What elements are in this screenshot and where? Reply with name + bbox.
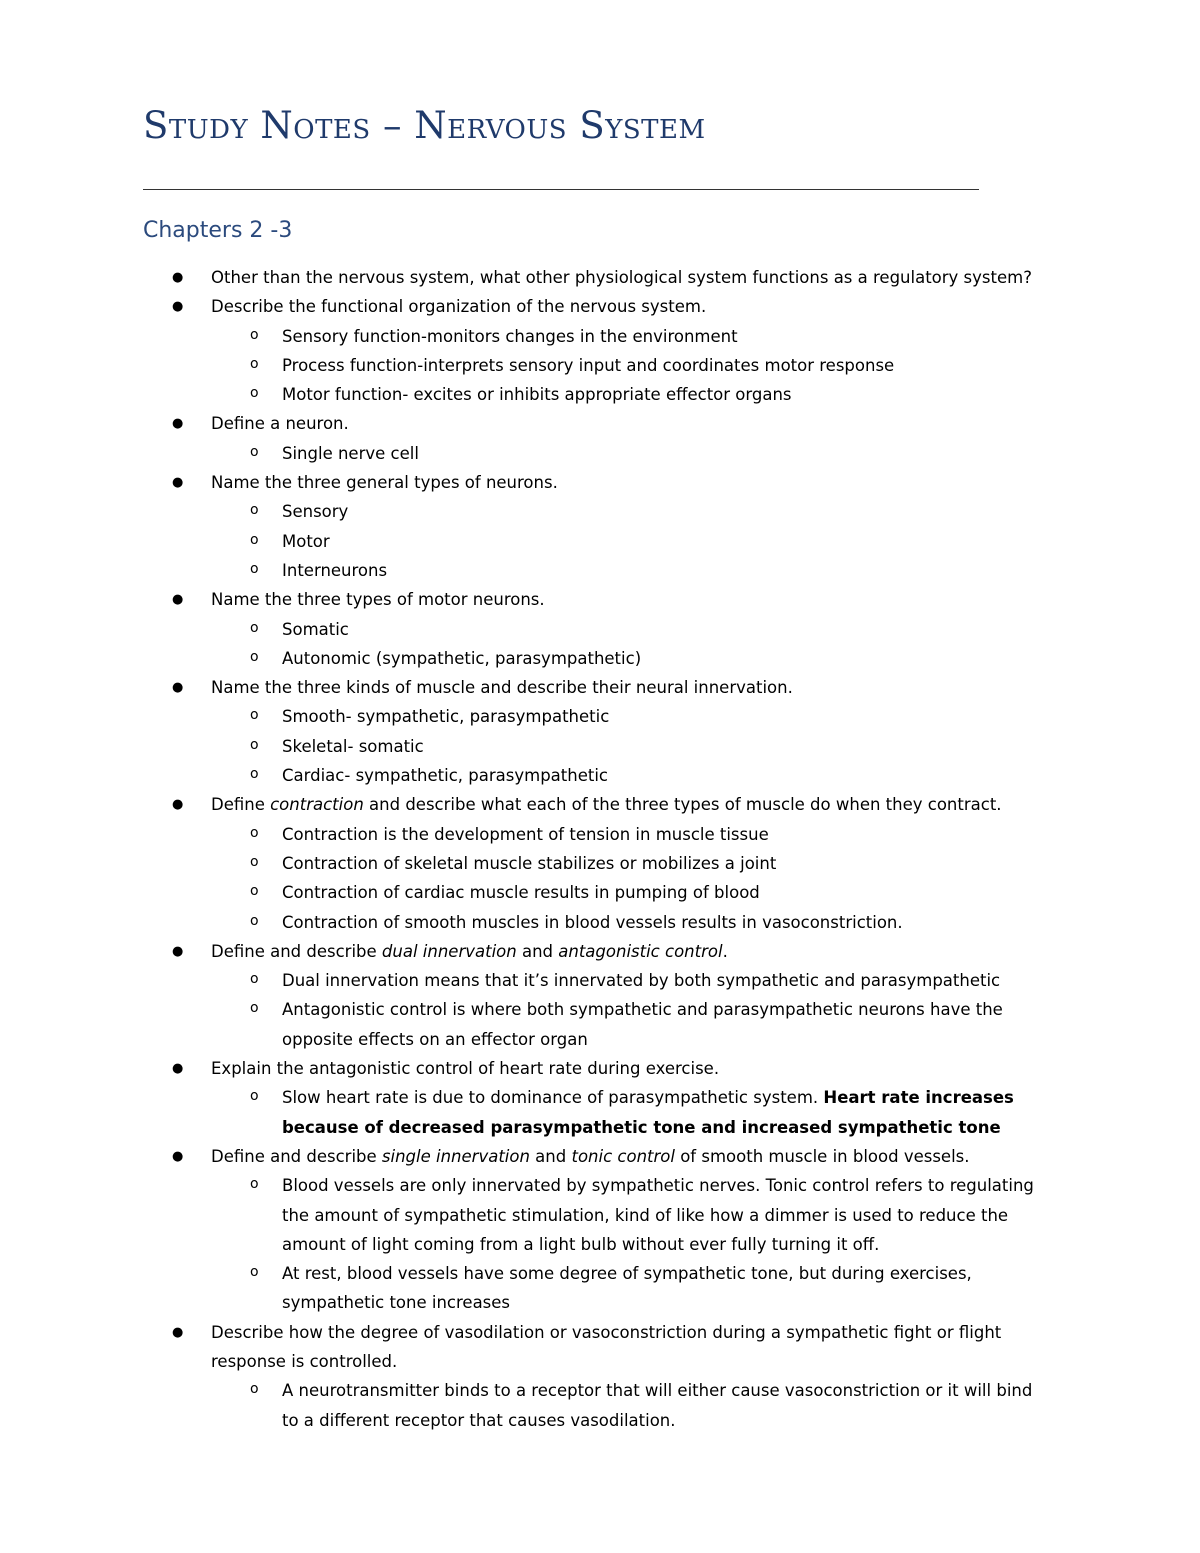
sub-bullet-icon: o [250,326,259,343]
question-item [0,937,1200,966]
question-item [0,292,1200,321]
emphasized-term: single innervation [381,1146,530,1166]
sub-bullet-icon: o [250,883,259,900]
question-outline [0,263,1200,1435]
emphasized-term: contraction [270,795,364,815]
title-divider [143,189,979,190]
answer-item [0,1376,1200,1435]
answer-text: Process function-interprets sensory input and coordinates motor response [282,355,895,375]
answer-item [0,322,1200,351]
bullet-icon: ● [172,299,184,315]
emphasized-term: dual innervation [381,941,517,961]
text-segment: Define [211,795,271,815]
answer-text: Skeletal- somatic [282,736,424,756]
sub-bullet-icon: o [250,912,259,929]
answer-item [0,497,1200,526]
answer-item [0,761,1200,790]
answer-text: Smooth- sympathetic, parasympathetic [282,707,610,727]
answer-item [0,849,1200,878]
bold-text: Heart rate increases because of decreased parasympathetic tone and increased sympathetic tone [282,1088,1014,1137]
sub-bullet-icon: o [250,736,259,753]
answer-text: Contraction of smooth muscles in blood vessels results in vasoconstriction. [282,912,903,932]
answer-item [0,995,1200,1054]
text-segment: and [516,941,559,961]
bullet-icon: ● [172,680,184,696]
sub-bullet-icon: o [250,1088,259,1105]
answer-text: Autonomic (sympathetic, parasympathetic) [282,648,642,668]
text-segment: Define and describe [211,941,382,961]
sub-bullet-icon: o [250,385,259,402]
sub-bullet-icon: o [250,619,259,636]
sub-bullet-icon: o [250,648,259,665]
answer-item [0,1083,1200,1142]
answer-item [0,439,1200,468]
question-text [211,942,728,961]
sub-bullet-icon: o [250,502,259,519]
question-text: Explain the antagonistic control of heart rate during exercise. [211,1059,720,1079]
answer-text: Cardiac- sympathetic, parasympathetic [282,766,608,786]
emphasized-term: antagonistic control [558,941,723,961]
sub-bullet-icon: o [250,1000,259,1017]
answer-text: Dual innervation means that it’s innervated by both sympathetic and parasympathetic [282,971,1001,991]
question-item [0,1142,1200,1171]
answer-item [0,1259,1200,1318]
answer-text: Contraction is the development of tension in muscle tissue [282,824,769,844]
answer-item [0,615,1200,644]
answer-item [0,732,1200,761]
question-item [0,790,1200,819]
answer-item [0,702,1200,731]
sub-bullet-icon: o [250,824,259,841]
question-text: Describe the functional organization of the nervous system. [211,297,707,317]
answer-item [0,527,1200,556]
answer-text: Blood vessels are only innervated by sympathetic nerves. Tonic control refers to regulating the amount of sympathetic stimulation, kind of like how a dimmer is used to reduce the amount of light coming from a light bulb without ever fully turning it off. [282,1176,1034,1254]
question-item [0,585,1200,614]
answer-item [0,556,1200,585]
question-text: Define a neuron. [211,414,349,434]
sub-bullet-icon: o [250,1381,259,1398]
text-segment: of smooth muscle in blood vessels. [674,1146,970,1166]
answer-text: Somatic [282,619,349,639]
sub-bullet-icon: o [250,707,259,724]
answer-item [0,644,1200,673]
question-item [0,409,1200,438]
bullet-icon: ● [172,1061,184,1077]
sub-bullet-icon: o [250,971,259,988]
answer-text: Motor function- excites or inhibits appropriate effector organs [282,385,792,405]
answer-item [0,351,1200,380]
emphasized-term: tonic control [571,1146,675,1166]
answer-text: Contraction of skeletal muscle stabilizes or mobilizes a joint [282,853,777,873]
page-title: Study Notes – Nervous System [143,104,706,147]
bullet-icon: ● [172,1324,184,1340]
question-text: Describe how the degree of vasodilation or vasoconstriction during a sympathetic fight or flight response is controlled. [211,1322,1002,1371]
sub-bullet-icon: o [250,766,259,783]
bullet-icon: ● [172,1148,184,1164]
question-text [211,795,1002,814]
answer-text: Contraction of cardiac muscle results in pumping of blood [282,883,760,903]
answer-text: Antagonistic control is where both sympathetic and parasympathetic neurons have the opposite effects on an effector organ [282,1000,1003,1049]
answer-text: Single nerve cell [282,443,419,463]
answer-text: A neurotransmitter binds to a receptor that will either cause vasoconstriction or it will bind to a different receptor that causes vasodilation. [282,1381,1033,1430]
answer-text [282,1088,1014,1136]
sub-bullet-icon: o [250,355,259,372]
bullet-icon: ● [172,797,184,813]
question-text: Name the three types of motor neurons. [211,590,545,610]
text-segment: Define and describe [211,1146,382,1166]
question-item [0,673,1200,702]
answer-item [0,908,1200,937]
bullet-icon: ● [172,943,184,959]
bullet-icon: ● [172,270,184,285]
answer-item [0,380,1200,409]
sub-bullet-icon: o [250,560,259,577]
question-item [0,468,1200,497]
sub-bullet-icon: o [250,443,259,460]
text-segment: Slow heart rate is due to dominance of parasympathetic system. [282,1088,824,1108]
question-item [0,263,1200,292]
answer-text: Sensory [282,502,349,522]
sub-bullet-icon: o [250,853,259,870]
answer-text: Sensory function-monitors changes in the environment [282,326,738,346]
bullet-icon: ● [172,475,184,491]
question-text: Name the three general types of neurons. [211,473,558,493]
answer-item [0,1171,1200,1259]
section-heading: Chapters 2 -3 [143,218,293,243]
question-text: Other than the nervous system, what other physiological system functions as a regulatory system? [211,268,1032,287]
answer-text: At rest, blood vessels have some degree of sympathetic tone, but during exercises, sympathetic tone increases [282,1264,972,1313]
question-text [211,1147,970,1166]
answer-item [0,878,1200,907]
sub-bullet-icon: o [250,531,259,548]
text-segment: and describe what each of the three types of muscle do when they contract. [363,795,1002,815]
answer-item [0,820,1200,849]
question-text: Name the three kinds of muscle and describe their neural innervation. [211,678,793,698]
question-item [0,1054,1200,1083]
answer-text: Interneurons [282,560,388,580]
bullet-icon: ● [172,416,184,432]
text-segment: . [722,941,728,961]
sub-bullet-icon: o [250,1176,259,1193]
text-segment: and [529,1146,572,1166]
answer-item [0,966,1200,995]
question-item [0,1318,1200,1377]
bullet-icon: ● [172,592,184,608]
answer-text: Motor [282,531,330,551]
sub-bullet-icon: o [250,1264,259,1281]
